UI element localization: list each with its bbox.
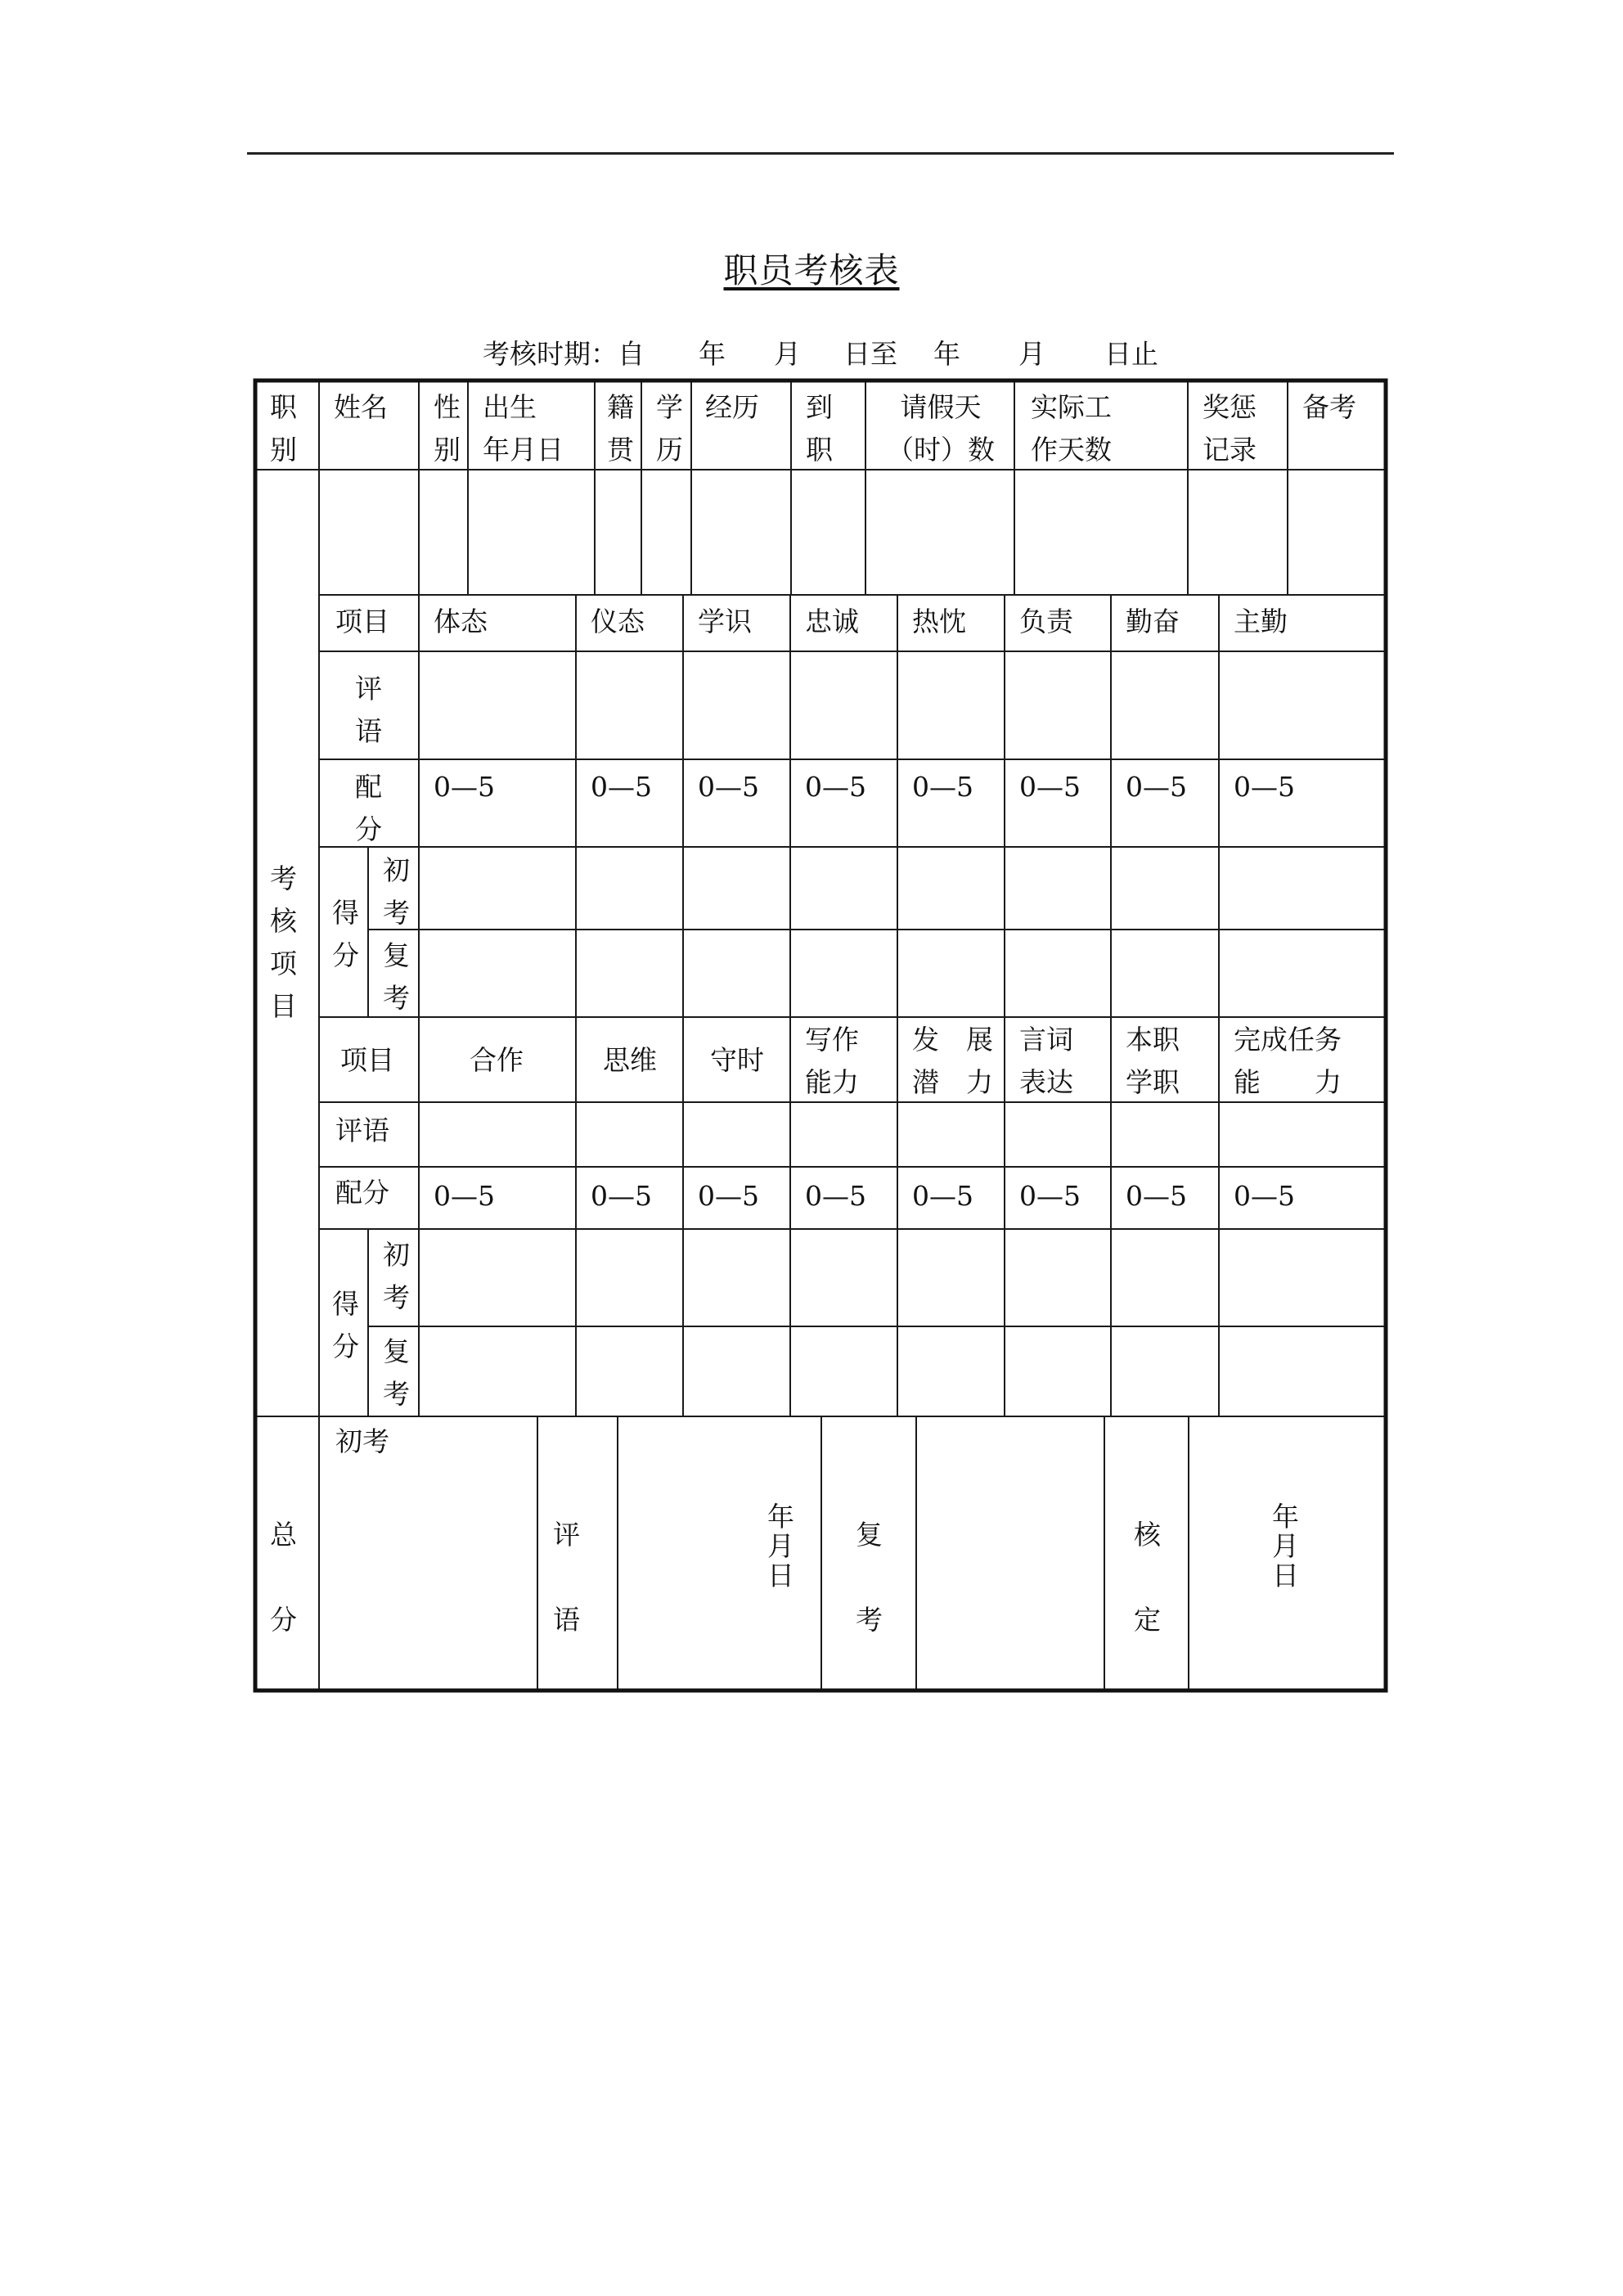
header-birth: 出生 年月日 <box>483 391 564 466</box>
s2-items-label: 项目 <box>340 1044 394 1076</box>
header-experience: 经历 <box>705 391 759 423</box>
s2-score-value: 0—5 <box>591 1180 652 1212</box>
s2-score-value: 0—5 <box>1234 1180 1295 1212</box>
s2-item: 本职 学职 <box>1126 1024 1180 1098</box>
header-remarks: 备考 <box>1302 391 1356 423</box>
s2-item: 合作 <box>470 1044 524 1076</box>
s2-second-exam-label: 复 考 <box>383 1335 410 1410</box>
s2-score-alloc-label: 配分 <box>335 1177 389 1209</box>
s1-score-value: 0—5 <box>1019 771 1081 803</box>
s2-score-value: 0—5 <box>434 1180 495 1212</box>
s1-score-value: 0—5 <box>1234 771 1295 803</box>
header-onboard: 到 职 <box>806 391 833 466</box>
s1-item: 勤奋 <box>1126 606 1180 637</box>
s1-first-exam-label: 初 考 <box>383 854 410 929</box>
header-rule <box>247 152 1394 155</box>
s1-score-value: 0—5 <box>805 771 866 803</box>
header-gender: 性 别 <box>434 391 461 466</box>
s2-item: 完成任务 能 力 <box>1234 1024 1342 1098</box>
period-year-2: 年 <box>933 338 960 370</box>
period-label: 考核时期：自 <box>483 338 645 370</box>
s2-item: 言词 表达 <box>1019 1024 1073 1098</box>
s1-item: 忠诚 <box>805 606 859 637</box>
s2-score-value: 0—5 <box>805 1180 866 1212</box>
footer-review-label: 复 考 <box>856 1519 883 1636</box>
header-workdays: 实际工 作天数 <box>1031 391 1112 466</box>
period-day-end: 日止 <box>1104 338 1158 370</box>
s1-score-value: 0—5 <box>1126 771 1187 803</box>
period-year-1: 年 <box>699 338 726 370</box>
s1-score-value: 0—5 <box>591 771 652 803</box>
s1-score-alloc-label: 配 分 <box>355 771 382 845</box>
s2-score-value: 0—5 <box>1019 1180 1081 1212</box>
header-rewards: 奖惩 记录 <box>1203 391 1257 466</box>
s2-score-value: 0—5 <box>1126 1180 1187 1212</box>
s1-score-value: 0—5 <box>698 771 759 803</box>
s2-score-value: 0—5 <box>912 1180 973 1212</box>
s2-score-value: 0—5 <box>698 1180 759 1212</box>
period-day-to: 日至 <box>843 338 897 370</box>
footer-comment-label: 评 语 <box>553 1519 580 1636</box>
header-name: 姓名 <box>334 391 388 423</box>
document-title: 职员考核表 <box>723 250 900 290</box>
footer-date-2: 年 月 日 <box>1272 1501 1299 1591</box>
header-native: 籍 贯 <box>607 391 634 466</box>
s1-items-label: 项目 <box>335 606 389 637</box>
footer-approve-label: 核 定 <box>1134 1519 1161 1636</box>
s1-item: 学识 <box>698 606 752 637</box>
s2-item: 守时 <box>710 1044 764 1076</box>
s1-item: 热忱 <box>912 606 966 637</box>
s2-first-exam-label: 初 考 <box>383 1239 410 1313</box>
s1-item: 主勤 <box>1234 606 1288 637</box>
s2-item: 发 展 潜 力 <box>912 1024 993 1098</box>
header-position: 职 别 <box>270 391 297 466</box>
s1-score-value: 0—5 <box>912 771 973 803</box>
s2-comment-label: 评语 <box>335 1114 389 1146</box>
footer-date-1: 年 月 日 <box>767 1501 794 1591</box>
side-label-assessment-items: 考 核 项 目 <box>270 862 297 1022</box>
period-month-2: 月 <box>1018 338 1045 370</box>
s1-score-label: 得 分 <box>332 897 359 971</box>
header-education: 学 历 <box>656 391 683 466</box>
s2-item: 写作 能力 <box>805 1024 859 1098</box>
s1-comment-label: 评 语 <box>355 673 382 747</box>
footer-total-label: 总 分 <box>270 1519 297 1636</box>
s1-second-exam-label: 复 考 <box>383 939 410 1014</box>
s1-score-value: 0—5 <box>434 771 495 803</box>
s1-item: 负责 <box>1019 606 1073 637</box>
header-leave: 请假天 （时）数 <box>887 391 995 466</box>
s1-item: 体态 <box>434 606 488 637</box>
s1-item: 仪态 <box>591 606 645 637</box>
footer-first-exam-label: 初考 <box>335 1425 389 1457</box>
period-month-1: 月 <box>774 338 801 370</box>
s2-item: 思维 <box>603 1044 657 1076</box>
s2-score-label: 得 分 <box>332 1288 359 1362</box>
